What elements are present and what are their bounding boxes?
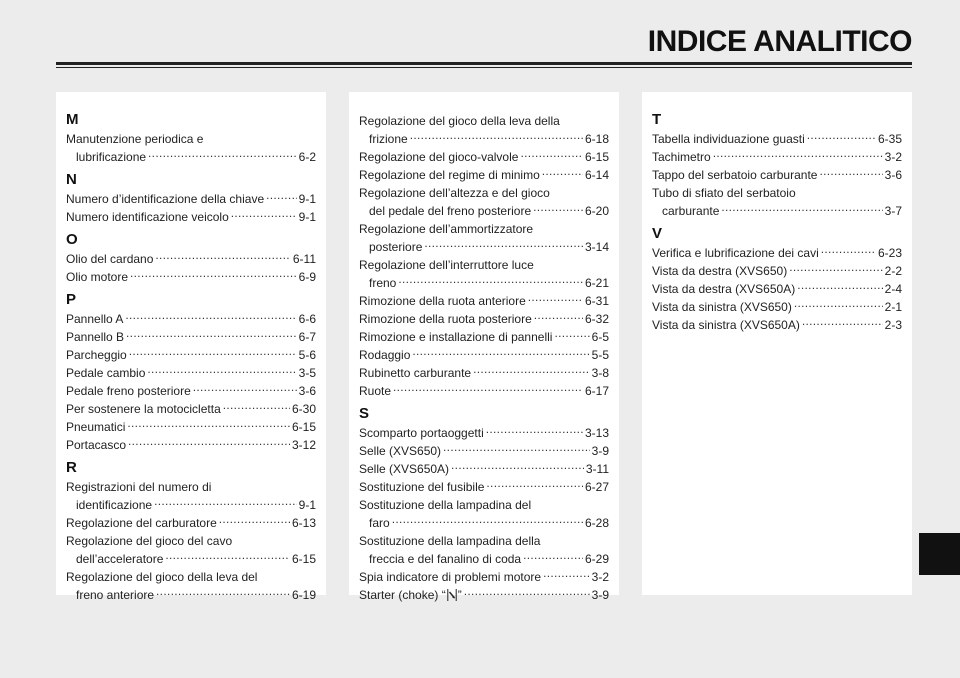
dot-leader: [219, 515, 290, 527]
dot-leader: [128, 437, 290, 449]
entry-line: [652, 316, 902, 334]
entry-line: [359, 442, 609, 460]
choke-icon: [447, 589, 457, 601]
page-ref: 6-15: [584, 150, 609, 164]
entry-line: [66, 364, 316, 382]
dot-leader: [528, 293, 583, 305]
page-ref: 6-21: [584, 276, 609, 290]
entry-text: Scomparto portaoggetti: [359, 426, 484, 440]
page-ref: 3-6: [298, 384, 316, 398]
index-entry: [359, 166, 609, 184]
index-entry: [359, 568, 609, 586]
entry-line: [652, 130, 902, 148]
entry-text: Regolazione dell’interruttore luce: [359, 258, 534, 272]
entry-text: Portacasco: [66, 438, 127, 452]
index-entry: [652, 280, 902, 298]
entry-text: Vista da sinistra (XVS650A): [652, 318, 800, 332]
entry-text: del pedale del freno posteriore: [369, 204, 532, 218]
index-entry: [359, 328, 609, 346]
section-letter: N: [66, 171, 77, 188]
entry-text: faro: [369, 516, 390, 530]
entry-line: [652, 262, 902, 280]
index-entry: [359, 292, 609, 310]
entry-text: Ruote: [359, 384, 392, 398]
index-entry: [66, 268, 316, 286]
index-column-2: [349, 92, 619, 602]
entry-line: [66, 346, 316, 364]
entry-text: Selle (XVS650A): [359, 462, 450, 476]
index-column-3: [642, 92, 912, 595]
entry-text: Registrazioni del numero di: [66, 480, 212, 494]
index-entry: [359, 364, 609, 382]
entry-text: Manutenzione periodica e: [66, 132, 204, 146]
index-entry: [66, 514, 316, 532]
page-ref: 6-19: [291, 588, 316, 602]
dot-leader: [393, 383, 583, 395]
page-title: INDICE ANALITICO: [647, 25, 912, 58]
chapter-tab-marker: [919, 533, 960, 575]
dot-leader: [520, 149, 583, 161]
page-ref: 3-8: [591, 366, 609, 380]
dot-leader: [392, 515, 583, 527]
page-ref: 3-6: [884, 168, 902, 182]
entry-line: [66, 328, 316, 346]
entry-text: Rimozione e installazione di pannelli: [359, 330, 553, 344]
entry-line: [652, 298, 902, 316]
entry-text: Tubo di sfiato del serbatoio: [652, 186, 796, 200]
dot-leader: [819, 167, 882, 179]
index-entry: [66, 400, 316, 418]
page-ref: 2-4: [884, 282, 902, 296]
dot-leader: [130, 269, 297, 281]
index-entry: [359, 310, 609, 328]
entry-line: [652, 202, 902, 220]
entry-line: [359, 514, 609, 532]
entry-text-part: ”: [457, 588, 462, 602]
entry-text: identificazione: [76, 498, 153, 512]
entry-line: [652, 166, 902, 184]
entry-text: Pannello A: [66, 312, 124, 326]
entry-text: Regolazione del gioco della leva della: [359, 114, 560, 128]
entry-line: [66, 382, 316, 400]
entry-line: [359, 274, 609, 292]
page-ref: 6-32: [584, 312, 609, 326]
page-ref: 9-1: [298, 498, 316, 512]
page-ref: 6-2: [298, 150, 316, 164]
page-ref: 2-1: [884, 300, 902, 314]
entry-line: [66, 496, 316, 514]
page-ref: 6-14: [584, 168, 609, 182]
page-ref: 6-28: [584, 516, 609, 530]
dot-leader: [398, 275, 583, 287]
entry-text: Numero d’identificazione della chiave: [66, 192, 265, 206]
entry-line: [359, 148, 609, 166]
entry-line: [66, 130, 316, 148]
index-entry: [359, 256, 609, 292]
entry-text: Olio motore: [66, 270, 129, 284]
dot-leader: [156, 587, 290, 599]
dot-leader: [542, 167, 583, 179]
dot-leader: [543, 569, 590, 581]
index-column-1: [56, 92, 326, 602]
entry-line: [359, 460, 609, 478]
page-ref: 6-27: [584, 480, 609, 494]
index-entry: [652, 316, 902, 334]
page-ref: 3-5: [298, 366, 316, 380]
entry-line: [359, 256, 609, 274]
entry-line: [652, 280, 902, 298]
page-ref: 6-20: [584, 204, 609, 218]
index-entry: [652, 244, 902, 262]
index-entry: [359, 148, 609, 166]
section-letter: O: [66, 231, 78, 248]
entry-text: Rubinetto carburante: [359, 366, 472, 380]
dot-leader: [410, 131, 583, 143]
entry-line: [359, 328, 609, 346]
page-ref: 6-15: [291, 552, 316, 566]
index-entry: [66, 436, 316, 454]
entry-text: lubrificazione: [76, 150, 147, 164]
index-entry: [66, 568, 316, 604]
entry-text: Pannello B: [66, 330, 125, 344]
section-letter: R: [66, 459, 77, 476]
entry-line: [652, 184, 902, 202]
index-entry: [66, 364, 316, 382]
page-ref: 6-6: [298, 312, 316, 326]
page-ref: 6-5: [591, 330, 609, 344]
dot-leader: [523, 551, 583, 563]
page-ref: 3-7: [884, 204, 902, 218]
entry-text: Vista da sinistra (XVS650): [652, 300, 792, 314]
section-letter: T: [652, 111, 662, 128]
index-entry: [66, 130, 316, 166]
entry-line: [66, 568, 316, 586]
index-entry: [652, 184, 902, 220]
entry-line: [359, 496, 609, 514]
entry-line: [66, 148, 316, 166]
page-ref: 3-13: [584, 426, 609, 440]
dot-leader: [451, 461, 584, 473]
index-entry: [652, 130, 902, 148]
dot-leader: [193, 383, 297, 395]
page-ref: 6-29: [584, 552, 609, 566]
entry-text: Regolazione del gioco del cavo: [66, 534, 233, 548]
section-letter: V: [652, 225, 663, 242]
page-ref: 6-9: [298, 270, 316, 284]
entry-text: Tachimetro: [652, 150, 711, 164]
entry-text: Sostituzione del fusibile: [359, 480, 485, 494]
entry-line: [66, 250, 316, 268]
index-entry: [66, 418, 316, 436]
entry-text: Olio del cardano: [66, 252, 154, 266]
entry-text: Pneumatici: [66, 420, 126, 434]
dot-leader: [148, 149, 297, 161]
entry-text: [359, 586, 462, 604]
page-ref: 9-1: [298, 210, 316, 224]
entry-line: [66, 418, 316, 436]
page-ref: 6-18: [584, 132, 609, 146]
page-ref: 6-15: [291, 420, 316, 434]
entry-text: Per sostenere la motocicletta: [66, 402, 221, 416]
page-ref: 5-6: [298, 348, 316, 362]
entry-text: Rimozione della ruota anteriore: [359, 294, 526, 308]
entry-line: [359, 130, 609, 148]
dot-leader: [534, 311, 583, 323]
entry-line: [359, 238, 609, 256]
page-ref: 3-14: [584, 240, 609, 254]
page-ref: 3-11: [585, 462, 609, 476]
index-entry: [66, 190, 316, 208]
page-ref: 9-1: [298, 192, 316, 206]
entry-text: posteriore: [369, 240, 423, 254]
entry-line: [359, 478, 609, 496]
entry-text: carburante: [662, 204, 720, 218]
header-rule-thick: [56, 62, 912, 65]
entry-line: [652, 148, 902, 166]
entry-line: [66, 208, 316, 226]
entry-line: [359, 292, 609, 310]
index-entry: [359, 382, 609, 400]
dot-leader: [154, 497, 297, 509]
index-entry: [359, 586, 609, 604]
entry-text: Tabella individuazione guasti: [652, 132, 805, 146]
entry-line: [359, 550, 609, 568]
entry-line: [66, 190, 316, 208]
entry-line: [359, 346, 609, 364]
page-ref: 3-2: [591, 570, 609, 584]
entry-text: Pedale freno posteriore: [66, 384, 191, 398]
entry-line: [66, 268, 316, 286]
page-ref: 6-31: [584, 294, 609, 308]
page-ref: 5-5: [591, 348, 609, 362]
index-entry: [66, 310, 316, 328]
entry-text: freno anteriore: [76, 588, 155, 602]
dot-leader: [155, 251, 290, 263]
index-entry: [359, 478, 609, 496]
index-entry: [66, 478, 316, 514]
header-rule-thin: [56, 67, 912, 68]
dot-leader: [721, 203, 882, 215]
dot-leader: [802, 317, 883, 329]
page-ref: 6-11: [292, 252, 316, 266]
entry-line: [359, 112, 609, 130]
entry-text: Numero identificazione veicolo: [66, 210, 229, 224]
index-entry: [359, 424, 609, 442]
section-letter: M: [66, 111, 79, 128]
dot-leader: [443, 443, 590, 455]
dot-leader: [821, 245, 876, 257]
entry-text: freccia e del fanalino di coda: [369, 552, 522, 566]
entry-line: [66, 400, 316, 418]
dot-leader: [223, 401, 290, 413]
dot-leader: [464, 587, 590, 599]
entry-text: Selle (XVS650): [359, 444, 442, 458]
section-letter: S: [359, 405, 370, 422]
page-ref: 2-3: [884, 318, 902, 332]
entry-text-part: Starter (choke) “: [359, 588, 446, 602]
entry-text: Rimozione della ruota posteriore: [359, 312, 532, 326]
index-entry: [652, 262, 902, 280]
entry-text: Regolazione dell’ammortizzatore: [359, 222, 534, 236]
page-ref: 6-13: [291, 516, 316, 530]
dot-leader: [147, 365, 296, 377]
page-ref: 6-23: [877, 246, 902, 260]
entry-text: Rodaggio: [359, 348, 411, 362]
entry-line: [66, 478, 316, 496]
index-entry: [652, 298, 902, 316]
index-entry: [652, 166, 902, 184]
dot-leader: [266, 191, 297, 203]
dot-leader: [125, 311, 296, 323]
entry-text: Spia indicatore di problemi motore: [359, 570, 542, 584]
entry-line: [66, 436, 316, 454]
entry-line: [66, 550, 316, 568]
entry-text: dell’acceleratore: [76, 552, 164, 566]
page-ref: 3-12: [291, 438, 316, 452]
entry-line: [359, 586, 609, 604]
entry-line: [66, 514, 316, 532]
index-entry: [66, 382, 316, 400]
dot-leader: [486, 479, 583, 491]
index-entry: [66, 532, 316, 568]
dot-leader: [424, 239, 583, 251]
entry-text: Parcheggio: [66, 348, 127, 362]
entry-line: [359, 424, 609, 442]
index-entry: [359, 184, 609, 220]
section-letter: P: [66, 291, 77, 308]
dot-leader: [126, 329, 297, 341]
entry-line: [359, 202, 609, 220]
dot-leader: [165, 551, 290, 563]
entry-text: Tappo del serbatoio carburante: [652, 168, 818, 182]
index-entry: [359, 112, 609, 148]
page-ref: 2-2: [884, 264, 902, 278]
dot-leader: [473, 365, 590, 377]
index-entry: [66, 346, 316, 364]
dot-leader: [713, 149, 883, 161]
index-entry: [359, 442, 609, 460]
entry-line: [66, 532, 316, 550]
index-entry: [66, 250, 316, 268]
page-ref: 3-9: [591, 444, 609, 458]
entry-line: [66, 310, 316, 328]
dot-leader: [412, 347, 589, 359]
entry-line: [359, 532, 609, 550]
dot-leader: [231, 209, 297, 221]
dot-leader: [794, 299, 883, 311]
index-entry: [359, 220, 609, 256]
dot-leader: [789, 263, 882, 275]
entry-line: [359, 382, 609, 400]
index-entry: [66, 208, 316, 226]
index-entry: [652, 148, 902, 166]
entry-text: Pedale cambio: [66, 366, 146, 380]
entry-text: Verifica e lubrificazione dei cavi: [652, 246, 819, 260]
index-entry: [359, 532, 609, 568]
index-entry: [359, 346, 609, 364]
dot-leader: [486, 425, 583, 437]
page-ref: 3-9: [591, 588, 609, 602]
dot-leader: [807, 131, 876, 143]
entry-line: [359, 166, 609, 184]
entry-text: Sostituzione della lampadina della: [359, 534, 541, 548]
page-ref: 6-35: [877, 132, 902, 146]
entry-line: [359, 364, 609, 382]
page-ref: 6-30: [291, 402, 316, 416]
index-entry: [359, 460, 609, 478]
entry-line: [66, 586, 316, 604]
index-entry: [66, 328, 316, 346]
entry-text: Regolazione del gioco-valvole: [359, 150, 519, 164]
entry-text: Regolazione dell’altezza e del gioco: [359, 186, 550, 200]
page-ref: 6-7: [298, 330, 316, 344]
dot-leader: [129, 347, 297, 359]
page-ref: 3-2: [884, 150, 902, 164]
entry-line: [359, 220, 609, 238]
index-entry: [359, 496, 609, 532]
dot-leader: [127, 419, 290, 431]
entry-line: [359, 310, 609, 328]
entry-text: Regolazione del regime di minimo: [359, 168, 540, 182]
dot-leader: [533, 203, 583, 215]
entry-text: Regolazione del gioco della leva del: [66, 570, 258, 584]
entry-line: [359, 184, 609, 202]
entry-text: Sostituzione della lampadina del: [359, 498, 532, 512]
page-ref: 6-17: [584, 384, 609, 398]
entry-text: Vista da destra (XVS650): [652, 264, 788, 278]
entry-line: [652, 244, 902, 262]
entry-line: [359, 568, 609, 586]
entry-text: Regolazione del carburatore: [66, 516, 217, 530]
entry-text: Vista da destra (XVS650A): [652, 282, 796, 296]
entry-text: freno: [369, 276, 397, 290]
dot-leader: [797, 281, 882, 293]
dot-leader: [554, 329, 589, 341]
entry-text: frizione: [369, 132, 408, 146]
